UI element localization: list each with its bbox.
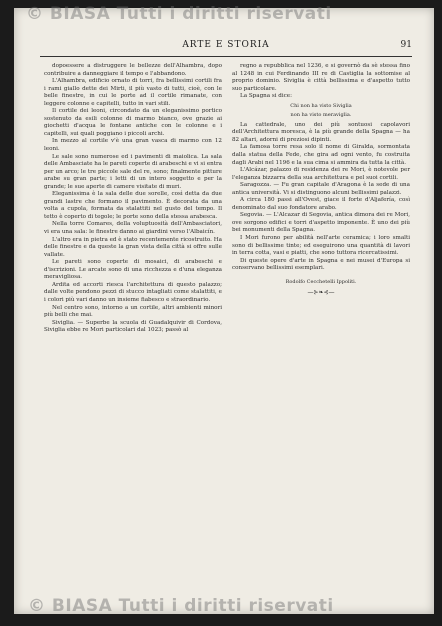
paragraph: dopoessere a distruggere le bellezze dell'Alhambra, dopo contribuire a danneggiare il tempo e l'abbandono. (44, 63, 222, 77)
watermark-bottom: © BIASA Tutti i diritti riservati (28, 596, 334, 616)
paragraph: La cattedrale, uno dei più sontuosi capolavori dell'Architettura moresca, è la più grande della Spagna — ha 82 altari, adorni di preziosi dipinti. (232, 121, 410, 143)
paragraph: Saragozza. — Fu gran capitale d'Aragona è la sede di una antica università. Vi si distinguono alcuni bellissimi palazzi. (232, 182, 410, 196)
paragraph: L'Alhambra, edificio ornato di torri, fra bellissimi cortili fra i rami giallo dette dei Mirti, il più vasto di tutti, cioè, con le belle finestre, in cui le porte ad il cortile rimanate, con leggere colonne e capitelli, tutto in vari stili. (44, 78, 222, 107)
header-title: ARTE E STORIA (182, 40, 270, 50)
paragraph: La Spagna si dice: (240, 93, 293, 100)
paragraph: Eleganissima è la sala delle due sorelle, così detta da due grandi lastre che formano il pavimento. È decorata da una volta a cupola, formata da stalattiti nel gusto del tempo. Il tetto è coperto di tegole; le porte sono della stessa arabesca. (44, 191, 222, 220)
running-header (40, 40, 412, 57)
paragraph: La famosa torre resa solo il nome di Giralda, sormontata dalla statua della Fede, che gira ad ogni vento, fu costruita dagli Arabi nel 1196 e la sua cima si ammira da tutta la città. (232, 144, 410, 166)
right-column (232, 63, 410, 297)
paragraph: Nella torre Comares, della voluptuosità dell'Ambasciatori, vi era una sala: le finestre danno ai giardini verso l'Albaicín. (44, 221, 222, 236)
verse-line: non ha visto meraviglia. (290, 112, 352, 119)
paragraph: L'altro era in pietra ed è stato recentemente ricostruito. Ha delle finestre e da queste la gran vista della città si offre sulle vallate. (44, 236, 222, 258)
watermark-top: © BIASA Tutti i diritti riservati (26, 4, 332, 24)
paragraph: Le sale sono numerose ed i pavimenti di maiolica. La sala delle Ambasciate ha le pareti coperte di arabeschi e vi si entra per un arco; le tre piccole sale del re, sono; finalmente pitture arabe su gran parte; i letti di un intero soggetto e per la grande; le sue aperte di camere visitate di muri. (44, 153, 222, 190)
paragraph: Di queste opere d'arte in Spagna e nei musei d'Europa si conservano bellissimi esemplari. (232, 257, 410, 272)
paragraph: Il cortile dei leoni, circondato da un eleganissimo portico sostenuto da esili colonne di marmo bianco, ove grazie ai giochetti d'acqua le fontane antiche con le colonne e i capitelli, sui quali poggiano i piccoli archi. (44, 108, 222, 137)
paragraph: Nel centro sono, intorno a un cortile, altri ambienti minori più belli che mai. (44, 304, 222, 319)
paragraph: I Mori furono per abilità nell'arte ceramica; i loro smalti sono di bellissime tinte; ed eseguirono una quantità di lavori in terra cotta, vasi e piatti, che sono tuttora ricercatissimi. (232, 235, 410, 257)
paragraph: Ardita ed accorti riesca l'architettura di questo palazzo; dalle volte pendono pezzi di stucco intagliati come stalattiti, e i colori più vari danno un insieme fiabesco e straordinario. (44, 281, 222, 303)
paragraph: Segovia. — L'Alcazar di Segovia, antica dimora dei re Mori, ove sorgono edifici e torri d'aspetto imponente. È uno dei più bei monumenti della Spagna. (232, 212, 410, 234)
paragraph: L'Alcázar, palazzo di residenza dei re Mori, è notevole per l'eleganza bizzarra della sua architettura e pel suoi cortili. (232, 167, 410, 181)
paragraph: Siviglia. — Superbe la scuola di Guadalquivir di Cordova, Siviglia ebbe re Mori particolari dal 1023; passò al (44, 319, 222, 334)
left-column (44, 63, 222, 335)
paragraph: A circa 180 passi all'Ovest, giace il forte d'Aljafería, così denominato dal suo fondatore arabo. (232, 197, 410, 211)
page-number: 91 (400, 40, 412, 50)
document-page (14, 4, 434, 616)
ornament-icon: —⊱❧⊰— (307, 289, 335, 297)
author-signature: Rodolfo Cecchetelli Ippoliti. (285, 278, 357, 285)
paragraph: regno a repubblica nel 1236, e si governò da sè stessa fino al 1248 in cui Ferdinando III re di Castiglia la sottomise al proprio dominio. Siviglia è città bellissima e d'aspetto tutto suo particolare. (232, 63, 410, 92)
paragraph: In mezzo al cortile v'è una gran vasca di marmo con 12 leoni. (44, 138, 222, 153)
verse-line: Chi non ha visto Siviglia (290, 102, 352, 109)
paragraph: Le pareti sono coperte di mosaici, di arabeschi e d'iscrizioni. Le arcate sono di una ricchezza e d'una eleganza meravigliosa. (44, 259, 222, 281)
